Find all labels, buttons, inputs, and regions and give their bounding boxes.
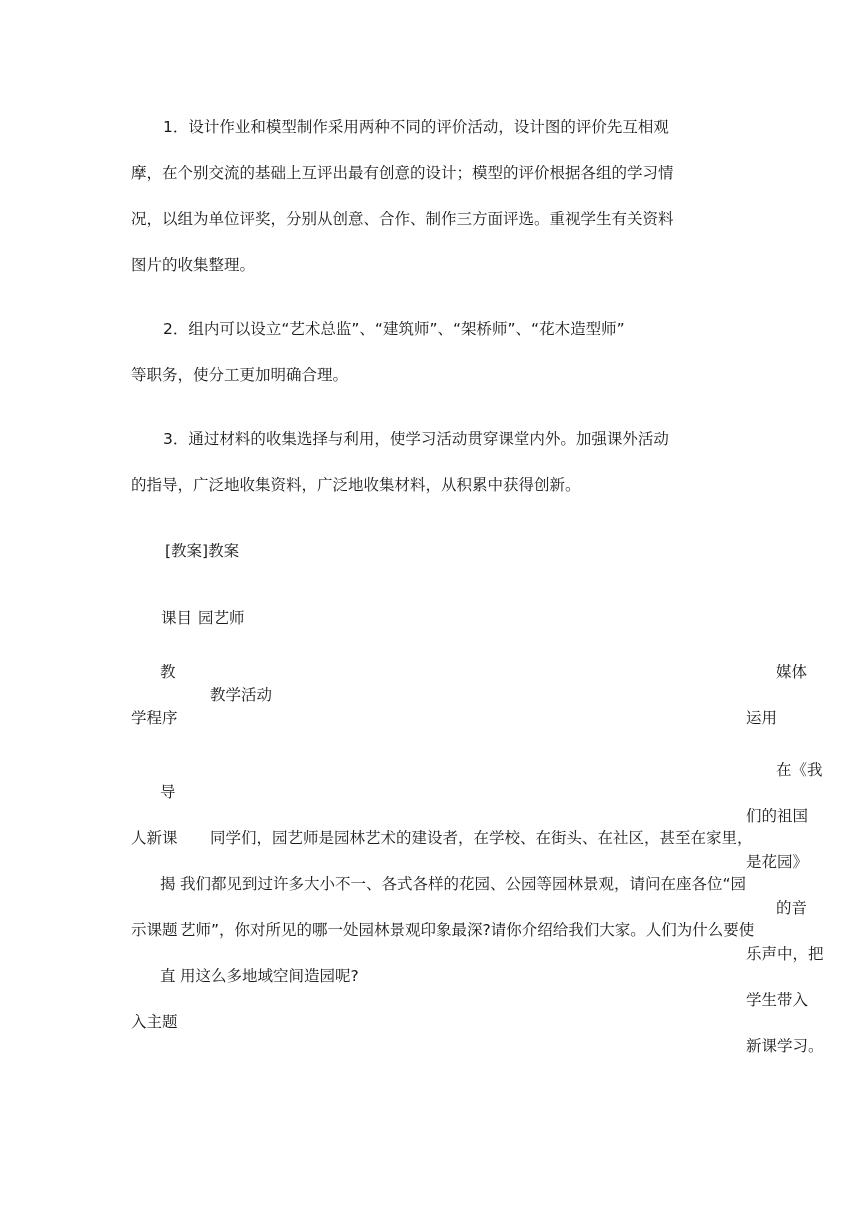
media-line-1: 在《我 [776, 761, 823, 779]
paragraph-1-line-1: 1．设计作业和模型制作采用两种不同的评价活动，设计图的评价先互相观 [163, 118, 669, 136]
paragraph-2-line-2: 等职务，使分工更加明确合理。 [131, 366, 349, 384]
header-procedure-1: 教 [160, 663, 176, 681]
media-line-2: 们的祖国 [746, 807, 809, 825]
paragraph-1-line-2: 摩，在个别交流的基础上互评出最有创意的设计；模型的评价根据各组的学习情 [131, 164, 674, 182]
activity-line-3: 艺师”，你对所见的哪一处园林景观印象最深?请你介绍给我们大家。人们为什么要使 [180, 921, 755, 939]
paragraph-1-line-3: 况，以组为单位评奖，分别从创意、合作、制作三方面评选。重视学生有关资料 [131, 210, 674, 228]
lesson-header: [教案]教案 [165, 542, 240, 560]
paragraph-2-line-1: 2．组内可以设立“艺术总监”、“建筑师”、“架桥师”、“花木造型师” [163, 320, 625, 338]
header-procedure-2: 学程序 [131, 709, 178, 727]
media-line-7: 新课学习。 [746, 1037, 824, 1055]
activity-line-2: 我们都见到过许多大小不一、各式各样的花园、公园等园林景观，请问在座各位“园 [180, 875, 747, 893]
paragraph-3-line-1: 3．通过材料的收集选择与利用，使学习活动贯穿课堂内外。加强课外活动 [163, 430, 669, 448]
procedure-line-5: 直 [160, 967, 176, 985]
activity-line-4: 用这么多地域空间造园呢? [180, 967, 359, 985]
media-line-5: 乐声中，把 [746, 945, 824, 963]
procedure-line-6: 入主题 [131, 1013, 178, 1031]
media-line-4: 的音 [776, 899, 808, 917]
course-name: 园艺师 [198, 609, 245, 627]
activity-line-1: 同学们，园艺师是园林艺术的建设者，在学校、在街头、在社区，甚至在家里， [210, 829, 753, 847]
procedure-line-3: 揭 [160, 875, 176, 893]
paragraph-3-line-2: 的指导，广泛地收集资料，广泛地收集材料，从积累中获得创新。 [131, 476, 581, 494]
media-line-3: 是花园》 [746, 853, 809, 871]
course-label: 课目 [161, 609, 193, 627]
media-line-6: 学生带入 [746, 991, 809, 1009]
paragraph-1-line-4: 图片的收集整理。 [131, 256, 256, 274]
header-media-2: 运用 [746, 709, 778, 727]
procedure-line-1: 导 [160, 783, 176, 801]
procedure-line-2: 人新课 [131, 829, 178, 847]
header-media-1: 媒体 [776, 663, 808, 681]
procedure-line-4: 示课题 [131, 921, 178, 939]
header-activity: 教学活动 [210, 686, 273, 704]
